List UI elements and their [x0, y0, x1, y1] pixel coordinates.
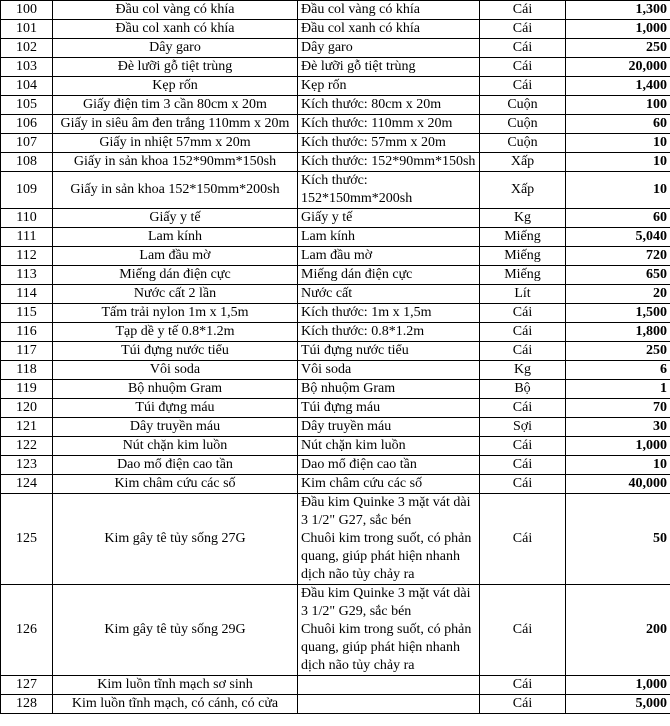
- item-spec-cell: [298, 585, 480, 676]
- spec-line: Kích thước: 110mm x 20m: [301, 116, 453, 131]
- item-name-cell: Lam kính: [53, 228, 298, 247]
- item-name-cell: Giấy in siêu âm đen trắng 110mm x 20m: [53, 115, 298, 134]
- item-name-cell: Giấy in nhiệt 57mm x 20m: [53, 134, 298, 153]
- item-spec-cell: [298, 475, 480, 494]
- row-number-cell: 103: [1, 58, 53, 77]
- quantity-cell: 720: [566, 247, 670, 266]
- item-spec-cell: [298, 494, 480, 585]
- table-row: [1, 380, 670, 399]
- table-row: [1, 399, 670, 418]
- item-spec-cell: [298, 304, 480, 323]
- unit-cell: Cái: [480, 342, 566, 361]
- spec-line: Đầu col xanh có khía: [301, 21, 420, 36]
- quantity-cell: 10: [566, 134, 670, 153]
- table-row: [1, 115, 670, 134]
- unit-cell: Cái: [480, 1, 566, 20]
- item-spec-cell: [298, 247, 480, 266]
- unit-cell: Cái: [480, 39, 566, 58]
- quantity-cell: 50: [566, 494, 670, 585]
- row-number-cell: 116: [1, 323, 53, 342]
- quantity-cell: 10: [566, 456, 670, 475]
- table-row: [1, 418, 670, 437]
- table-row: [1, 96, 670, 115]
- table-row: [1, 304, 670, 323]
- unit-cell: Sợi: [480, 418, 566, 437]
- spec-line: Kích thước: 80cm x 20m: [301, 97, 442, 112]
- table-row: [1, 695, 670, 714]
- table-row: [1, 20, 670, 39]
- row-number-cell: 125: [1, 494, 53, 585]
- table-row: [1, 153, 670, 172]
- row-number-cell: 108: [1, 153, 53, 172]
- spec-line: Miếng dán điện cực: [301, 267, 413, 282]
- spec-line: Túi đựng nước tiểu: [301, 343, 409, 358]
- row-number-cell: 104: [1, 77, 53, 96]
- quantity-cell: 30: [566, 418, 670, 437]
- quantity-cell: 1,800: [566, 323, 670, 342]
- item-spec-cell: [298, 285, 480, 304]
- spec-line: Đầu kim Quinke 3 mặt vát dài: [301, 586, 471, 601]
- unit-cell: Bộ: [480, 380, 566, 399]
- table-row: [1, 456, 670, 475]
- unit-cell: Cuộn: [480, 134, 566, 153]
- unit-cell: Cái: [480, 585, 566, 676]
- quantity-cell: 10: [566, 172, 670, 209]
- unit-cell: Cái: [480, 304, 566, 323]
- item-name-cell: Kim châm cứu các số: [53, 475, 298, 494]
- row-number-cell: 111: [1, 228, 53, 247]
- spec-line: Kích thước: 152*90mm*150sh: [301, 154, 476, 169]
- item-spec-cell: [298, 399, 480, 418]
- row-number-cell: 106: [1, 115, 53, 134]
- spec-line: 152*150mm*200sh: [301, 191, 413, 206]
- spec-line: Bộ nhuộm Gram: [301, 381, 396, 396]
- table-row: [1, 1, 670, 20]
- spec-line: dịch não tủy chảy ra: [301, 658, 415, 673]
- spec-line: Kích thước: 1m x 1,5m: [301, 305, 432, 320]
- item-name-cell: Tấm trải nylon 1m x 1,5m: [53, 304, 298, 323]
- quantity-cell: 20: [566, 285, 670, 304]
- unit-cell: Cái: [480, 494, 566, 585]
- table-row: [1, 266, 670, 285]
- table-row: [1, 228, 670, 247]
- table-row: [1, 209, 670, 228]
- spec-line: Vôi soda: [301, 362, 352, 377]
- unit-cell: Cuộn: [480, 96, 566, 115]
- spec-line: quang, giúp phát hiện nhanh: [301, 549, 461, 564]
- quantity-cell: 1,000: [566, 20, 670, 39]
- table-row: [1, 437, 670, 456]
- spec-line: 3 1/2" G27, sắc bén: [301, 513, 412, 528]
- item-spec-cell: [298, 437, 480, 456]
- spec-line: Nước cất: [301, 286, 353, 301]
- quantity-cell: 60: [566, 115, 670, 134]
- item-spec-cell: [298, 228, 480, 247]
- table-row: [1, 342, 670, 361]
- item-name-cell: Đè lưỡi gỗ tiệt trùng: [53, 58, 298, 77]
- item-name-cell: Kim luồn tĩnh mạch sơ sinh: [53, 676, 298, 695]
- row-number-cell: 102: [1, 39, 53, 58]
- item-name-cell: Giấy in sản khoa 152*150mm*200sh: [53, 172, 298, 209]
- spec-line: Kim châm cứu các số: [301, 476, 423, 491]
- unit-cell: Cái: [480, 77, 566, 96]
- item-name-cell: Kẹp rốn: [53, 77, 298, 96]
- spec-line: Chuôi kim trong suốt, có phản: [301, 531, 472, 546]
- unit-cell: Cái: [480, 323, 566, 342]
- row-number-cell: 127: [1, 676, 53, 695]
- item-spec-cell: [298, 380, 480, 399]
- item-spec-cell: [298, 1, 480, 20]
- spec-line: Chuôi kim trong suốt, có phản: [301, 622, 472, 637]
- row-number-cell: 126: [1, 585, 53, 676]
- item-spec-cell: [298, 418, 480, 437]
- unit-cell: Miếng: [480, 266, 566, 285]
- row-number-cell: 109: [1, 172, 53, 209]
- unit-cell: Cái: [480, 676, 566, 695]
- item-name-cell: Dây truyền máu: [53, 418, 298, 437]
- unit-cell: Kg: [480, 209, 566, 228]
- table-row: [1, 494, 670, 585]
- quantity-cell: 20,000: [566, 58, 670, 77]
- item-name-cell: Vôi soda: [53, 361, 298, 380]
- quantity-cell: 250: [566, 39, 670, 58]
- row-number-cell: 121: [1, 418, 53, 437]
- item-name-cell: Dao mổ điện cao tần: [53, 456, 298, 475]
- unit-cell: Cái: [480, 399, 566, 418]
- item-spec-cell: [298, 134, 480, 153]
- item-name-cell: Bộ nhuộm Gram: [53, 380, 298, 399]
- item-spec-cell: [298, 342, 480, 361]
- row-number-cell: 117: [1, 342, 53, 361]
- item-spec-cell: [298, 172, 480, 209]
- row-number-cell: 105: [1, 96, 53, 115]
- spec-line: Lam đầu mờ: [301, 248, 373, 263]
- row-number-cell: 114: [1, 285, 53, 304]
- unit-cell: Miếng: [480, 228, 566, 247]
- row-number-cell: 118: [1, 361, 53, 380]
- spec-line: quang, giúp phát hiện nhanh: [301, 640, 461, 655]
- spec-line: Lam kính: [301, 229, 356, 244]
- row-number-cell: 107: [1, 134, 53, 153]
- spec-line: Kích thước:: [301, 173, 368, 188]
- row-number-cell: 120: [1, 399, 53, 418]
- spec-line: Giấy y tế: [301, 210, 353, 225]
- unit-cell: Kg: [480, 361, 566, 380]
- table-row: [1, 585, 670, 676]
- unit-cell: Xấp: [480, 172, 566, 209]
- quantity-cell: 200: [566, 585, 670, 676]
- spec-line: Dây garo: [301, 40, 353, 55]
- item-spec-cell: [298, 20, 480, 39]
- item-spec-cell: [298, 153, 480, 172]
- item-spec-cell: [298, 695, 480, 714]
- unit-cell: Cái: [480, 695, 566, 714]
- spec-line: dịch não tủy chảy ra: [301, 567, 415, 582]
- item-name-cell: Đầu col xanh có khía: [53, 20, 298, 39]
- table-row: [1, 285, 670, 304]
- item-spec-cell: [298, 323, 480, 342]
- unit-cell: Cái: [480, 437, 566, 456]
- item-name-cell: Túi đựng nước tiểu: [53, 342, 298, 361]
- row-number-cell: 100: [1, 1, 53, 20]
- row-number-cell: 101: [1, 20, 53, 39]
- quantity-cell: 40,000: [566, 475, 670, 494]
- table-row: [1, 676, 670, 695]
- spec-line: Kẹp rốn: [301, 78, 347, 93]
- quantity-cell: 60: [566, 209, 670, 228]
- table-row: [1, 323, 670, 342]
- table-row: [1, 475, 670, 494]
- row-number-cell: 115: [1, 304, 53, 323]
- item-name-cell: Kim gây tê tủy sống 27G: [53, 494, 298, 585]
- row-number-cell: 128: [1, 695, 53, 714]
- spec-line: Dây truyền máu: [301, 419, 392, 434]
- item-name-cell: Nước cất 2 lần: [53, 285, 298, 304]
- item-name-cell: Giấy y tế: [53, 209, 298, 228]
- quantity-cell: 250: [566, 342, 670, 361]
- spec-line: 3 1/2" G29, sắc bén: [301, 604, 412, 619]
- quantity-cell: 1,300: [566, 1, 670, 20]
- row-number-cell: 112: [1, 247, 53, 266]
- item-spec-cell: [298, 58, 480, 77]
- item-spec-cell: [298, 77, 480, 96]
- item-name-cell: Đầu col vàng có khía: [53, 1, 298, 20]
- quantity-cell: 10: [566, 153, 670, 172]
- item-name-cell: Kim luồn tĩnh mạch, có cánh, có cửa: [53, 695, 298, 714]
- item-spec-cell: [298, 96, 480, 115]
- item-spec-cell: [298, 39, 480, 58]
- row-number-cell: 122: [1, 437, 53, 456]
- item-name-cell: Lam đầu mờ: [53, 247, 298, 266]
- row-number-cell: 110: [1, 209, 53, 228]
- unit-cell: Cái: [480, 456, 566, 475]
- quantity-cell: 6: [566, 361, 670, 380]
- quantity-cell: 1,500: [566, 304, 670, 323]
- table-body: [1, 1, 670, 714]
- quantity-cell: 1,000: [566, 676, 670, 695]
- item-spec-cell: [298, 361, 480, 380]
- row-number-cell: 124: [1, 475, 53, 494]
- spec-line: Dao mổ điện cao tần: [301, 457, 417, 472]
- spec-line: Túi đựng máu: [301, 400, 381, 415]
- item-name-cell: Nút chặn kim luồn: [53, 437, 298, 456]
- item-name-cell: Kim gây tê tủy sống 29G: [53, 585, 298, 676]
- quantity-cell: 650: [566, 266, 670, 285]
- item-name-cell: Miếng dán điện cực: [53, 266, 298, 285]
- spec-line: Đè lưỡi gỗ tiệt trùng: [301, 59, 416, 74]
- spec-line: Đầu col vàng có khía: [301, 2, 420, 17]
- item-spec-cell: [298, 115, 480, 134]
- quantity-cell: 1,000: [566, 437, 670, 456]
- spec-line: Đầu kim Quinke 3 mặt vát dài: [301, 495, 471, 510]
- table-row: [1, 172, 670, 209]
- item-name-cell: Giấy điện tim 3 cần 80cm x 20m: [53, 96, 298, 115]
- quantity-cell: 100: [566, 96, 670, 115]
- quantity-cell: 1,400: [566, 77, 670, 96]
- unit-cell: Cuộn: [480, 115, 566, 134]
- table-row: [1, 58, 670, 77]
- spec-line: Kích thước: 57mm x 20m: [301, 135, 446, 150]
- unit-cell: Cái: [480, 20, 566, 39]
- table-row: [1, 247, 670, 266]
- quantity-cell: 5,040: [566, 228, 670, 247]
- row-number-cell: 119: [1, 380, 53, 399]
- row-number-cell: 113: [1, 266, 53, 285]
- unit-cell: Cái: [480, 58, 566, 77]
- item-spec-cell: [298, 209, 480, 228]
- quantity-cell: 5,000: [566, 695, 670, 714]
- item-spec-cell: [298, 456, 480, 475]
- table-row: [1, 361, 670, 380]
- quantity-cell: 70: [566, 399, 670, 418]
- quantity-cell: 1: [566, 380, 670, 399]
- item-name-cell: Tạp dề y tế 0.8*1.2m: [53, 323, 298, 342]
- spec-line: Kích thước: 0.8*1.2m: [301, 324, 425, 339]
- row-number-cell: 123: [1, 456, 53, 475]
- unit-cell: Miếng: [480, 247, 566, 266]
- unit-cell: Cái: [480, 475, 566, 494]
- item-name-cell: Giấy in sản khoa 152*90mm*150sh: [53, 153, 298, 172]
- item-name-cell: Dây garo: [53, 39, 298, 58]
- unit-cell: Lít: [480, 285, 566, 304]
- spec-line: Nút chặn kim luồn: [301, 438, 406, 453]
- item-spec-cell: [298, 676, 480, 695]
- table-row: [1, 77, 670, 96]
- item-spec-cell: [298, 266, 480, 285]
- unit-cell: Xấp: [480, 153, 566, 172]
- table-row: [1, 39, 670, 58]
- item-name-cell: Túi đựng máu: [53, 399, 298, 418]
- table-row: [1, 134, 670, 153]
